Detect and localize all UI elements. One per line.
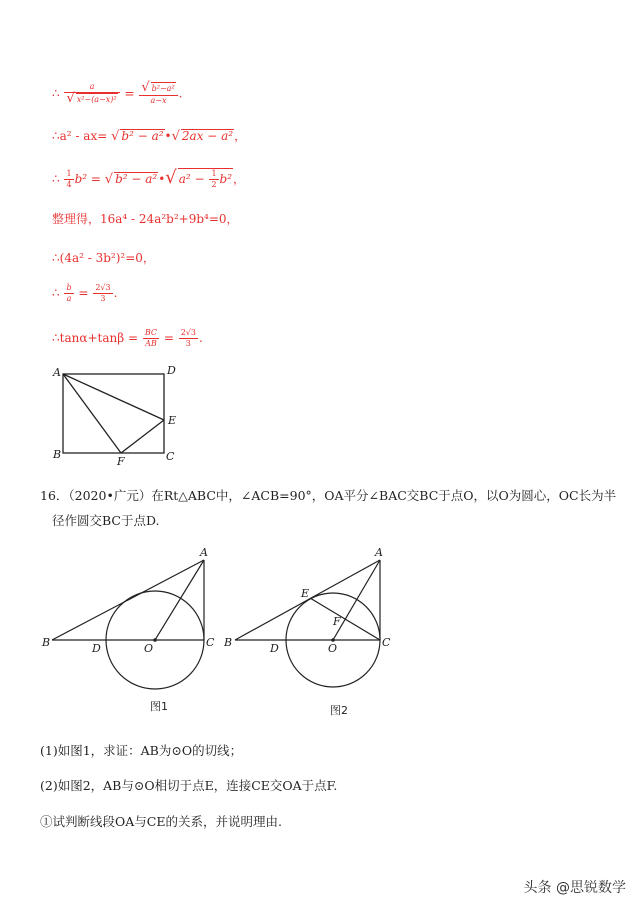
segment-oa	[155, 560, 204, 640]
label-f: F	[333, 615, 341, 628]
label-a: A	[200, 546, 208, 559]
question-1: (1)如图1，求证：AB为⊙O的切线；	[40, 743, 243, 758]
label-d: D	[167, 364, 176, 377]
label-a: A	[375, 546, 383, 559]
radicand: x²−(a−x)²	[76, 95, 117, 104]
numerator: a	[64, 82, 119, 93]
figure-1	[30, 538, 240, 718]
fraction	[64, 283, 73, 304]
denominator: a	[66, 294, 72, 303]
solution-step-7: ∴tanα+tanβ = $\frac{BC}{AB}$ = $\frac{2√3}{3}$ .	[52, 328, 203, 348]
fraction	[143, 328, 159, 349]
radicand: b² − a²	[121, 129, 164, 143]
radicand-part: b²	[219, 172, 233, 186]
dot: •	[164, 129, 172, 143]
segment-ba	[52, 560, 204, 640]
label-e: E	[301, 587, 310, 600]
label-c: C	[382, 636, 391, 649]
segment-af	[63, 374, 121, 453]
denominator: 4	[66, 180, 72, 189]
solution-step-5: ∴(4a² - 3b²)²=0，	[52, 251, 155, 265]
segment-fe	[121, 420, 164, 453]
denominator: AB	[145, 339, 157, 348]
fraction	[64, 82, 119, 106]
fraction	[209, 169, 218, 190]
numerator: b	[66, 283, 72, 292]
radicand: b² − a²	[115, 172, 158, 186]
question-2-part-1: ①试判断线段OA与CE的关系，并说明理由.	[40, 814, 282, 829]
label-o: O	[328, 642, 338, 655]
numerator: √ b²−a²	[139, 82, 177, 96]
segment-ce	[310, 598, 380, 640]
denominator: 2	[211, 180, 217, 189]
solution-step-6: ∴ $\frac{b}{a}$ = $\frac{2√3}{3}$ .	[52, 283, 118, 303]
numerator: BC	[144, 328, 157, 337]
therefore-symbol: ∴	[52, 172, 60, 186]
therefore-symbol: ∴	[52, 86, 60, 101]
question-2: (2)如图2，AB与⊙O相切于点E，连接CE交OA于点F.	[40, 778, 338, 793]
solution-step-3: ∴ $\frac{1}{4}$ b² = √ b² − a²•√ a² − $\frac{1}{2}$ b²，	[52, 167, 246, 189]
segment-ae	[63, 374, 164, 420]
denominator: a−x	[150, 96, 167, 105]
label-d: D	[92, 642, 101, 655]
fraction	[179, 328, 198, 349]
fraction	[93, 283, 112, 304]
radicand: b²−a²	[151, 84, 175, 93]
numerator: 2√3	[95, 283, 111, 292]
denominator: 3	[100, 294, 106, 303]
center-point	[153, 638, 157, 642]
numerator: 1	[211, 169, 217, 178]
solution-step-2: ∴a² - ax= √ b² − a²•√ 2ax − a²，	[52, 129, 247, 144]
label-b: B	[53, 448, 62, 461]
radicand: 2ax − a²	[181, 129, 234, 143]
label-f: F	[117, 455, 125, 468]
label-a: A	[53, 366, 61, 379]
label-d: D	[270, 642, 279, 655]
equation-lhs: ∴tanα+tanβ =	[52, 331, 142, 345]
figure-2-caption: 图2	[330, 704, 348, 717]
numerator: 1	[66, 169, 72, 178]
watermark: 头条 @思锐数学	[523, 880, 626, 896]
segment-oa	[333, 560, 380, 640]
figure-2	[220, 538, 420, 718]
denominator: √ x²−(a−x)²	[66, 91, 117, 106]
fraction	[64, 169, 73, 190]
therefore-symbol: ∴	[52, 286, 60, 300]
label-c: C	[206, 636, 215, 649]
problem-16-line-1: 16．（2020•广元）在Rt△ABC中，∠ACB=90°，OA平分∠BAC交BC于点O，以O为圆心，OC长为半	[40, 488, 617, 503]
figure-1-caption: 图1	[150, 700, 168, 713]
variable: b²	[74, 172, 88, 186]
numerator: 2√3	[180, 328, 196, 337]
solution-step-1: ∴ $\frac{a}{\text{√ x²−(a−x)²}}$ = $\frac{\text{√ b²−a²}}{a-x}$ .	[52, 80, 183, 106]
therefore-symbol: ∴	[52, 129, 60, 143]
denominator: 3	[185, 339, 191, 348]
equals-sign: =	[90, 172, 101, 186]
label-e: E	[168, 414, 177, 427]
label-b: B	[42, 636, 51, 649]
rectangle-figure	[40, 360, 200, 470]
radicand-part: a² −	[178, 172, 209, 186]
label-c: C	[166, 450, 175, 463]
equation-lhs: a² - ax=	[59, 129, 108, 143]
problem-16-line-2: 径作圆交BC于点D.	[52, 513, 160, 528]
fraction	[139, 82, 177, 106]
solution-step-4: 整理得，16a⁴ - 24a²b²+9b⁴=0，	[52, 212, 239, 226]
dot: •	[158, 172, 166, 186]
label-b: B	[224, 636, 233, 649]
label-o: O	[144, 642, 154, 655]
